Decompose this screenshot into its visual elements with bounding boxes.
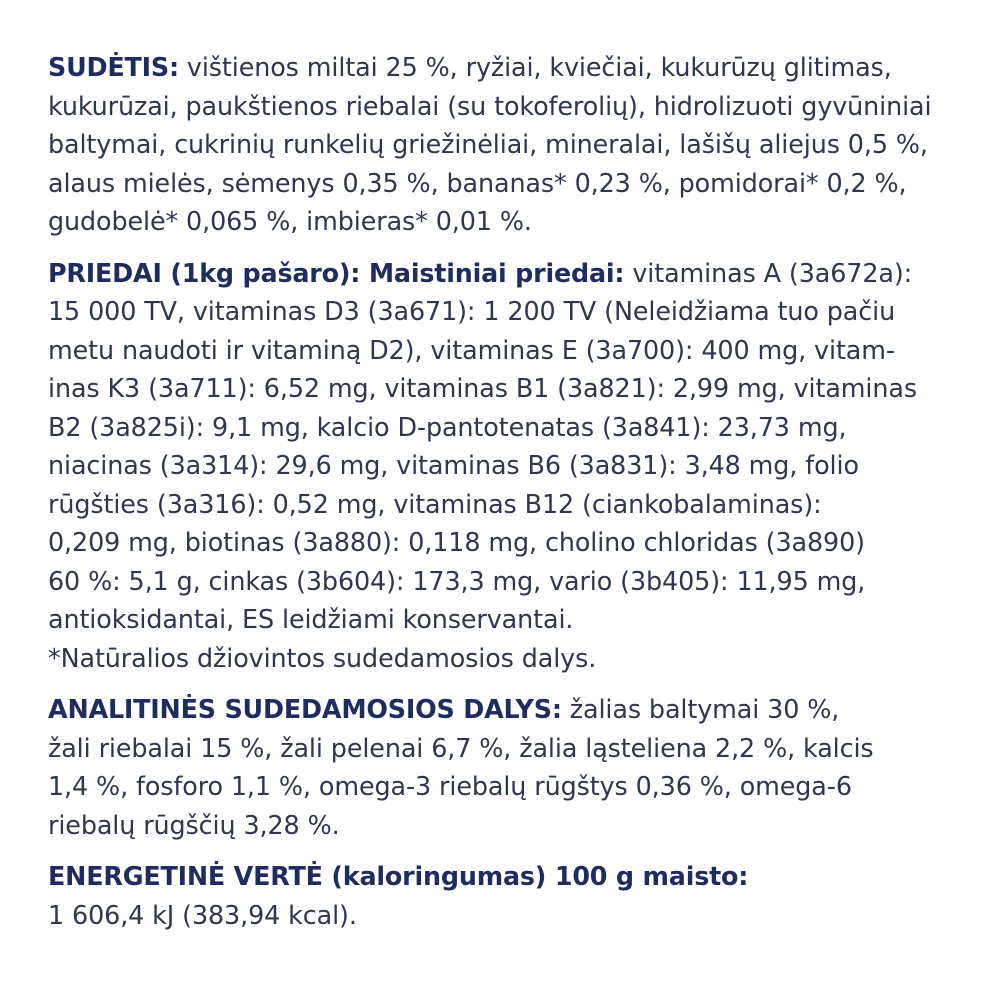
additives-line-1 [48,254,966,293]
additives-line-10: antioksidantai, ES leidžiami konservantai. [48,604,574,634]
additives-section [48,254,966,639]
ingredients-line-1 [48,48,966,87]
analytical-line-4: riebalų rūgščių 3,28 %. [48,809,340,840]
additives-heading: PRIEDAI (1kg pašaro): Maistiniai priedai: [48,257,625,288]
energy-value: 1 606,4 kJ (383,94 kcal). [48,899,357,930]
energy-section [48,857,966,934]
analytical-line-3: 1,4 %, fosforo 1,1 %, omega-3 riebalų rūgštys 0,36 %, omega-6 [48,771,852,801]
ingredients-heading: SUDĖTIS: [48,52,179,82]
additives-line-9: 60 %: 5,1 g, cinkas (3b604): 173,3 mg, vario (3b405): 11,95 mg, [48,565,866,596]
footnote-section [48,639,966,678]
analytical-text: žalias baltymai 30 %, [561,694,840,724]
product-composition-label [48,48,966,934]
ingredients-line-3: baltymai, cukrinių runkelių griežinėliai, mineralai, lašišų aliejus 0,5 %, [48,129,928,159]
additives-line-2: 15 000 TV, vitaminas D3 (3a671): 1 200 TV (Neleidžiama tuo pačiu [48,296,896,326]
natural-ingredients-footnote: *Natūralios džiovintos sudedamosios dalys. [48,642,597,673]
analytical-section [48,690,966,844]
ingredients-line-4: alaus mielės, sėmenys 0,35 %, bananas* 0,23 %, pomidorai* 0,2 %, [48,167,907,198]
ingredients-line-2: kukurūzai, paukštienos riebalai (su tokoferolių), hidrolizuoti gyvūniniai [48,90,932,121]
analytical-heading: ANALITINĖS SUDEDAMOSIOS DALYS: [48,694,562,724]
additives-text: vitaminas A (3a672a): [624,257,913,288]
additives-line-5: B2 (3a825i): 9,1 mg, kalcio D-pantotenatas (3a841): 23,73 mg, [48,411,847,442]
additives-line-8: 0,209 mg, biotinas (3a880): 0,118 mg, cholino chloridas (3a890) [48,527,865,557]
additives-line-3: metu naudoti ir vitaminą D2), vitaminas E (3a700): 400 mg, vitam- [48,334,895,365]
ingredients-text: vištienos miltai 25 %, ryžiai, kviečiai, kukurūzų glitimas, [178,52,892,82]
ingredients-line-5: gudobelė* 0,065 %, imbieras* 0,01 %. [48,206,532,236]
additives-line-6: niacinas (3a314): 29,6 mg, vitaminas B6 (3a831): 3,48 mg, folio [48,450,859,480]
analytical-line-2: žali riebalai 15 %, žali pelenai 6,7 %, žalia ląsteliena 2,2 %, kalcis [48,732,874,763]
ingredients-section [48,48,966,241]
additives-line-4: inas K3 (3a711): 6,52 mg, vitaminas B1 (3a821): 2,99 mg, vitaminas [48,373,917,403]
energy-heading: ENERGETINĖ VERTĖ (kaloringumas) 100 g maisto: [48,861,749,891]
analytical-line-1 [48,690,966,729]
additives-line-7: rūgšties (3a316): 0,52 mg, vitaminas B12 (ciankobalaminas): [48,488,822,519]
